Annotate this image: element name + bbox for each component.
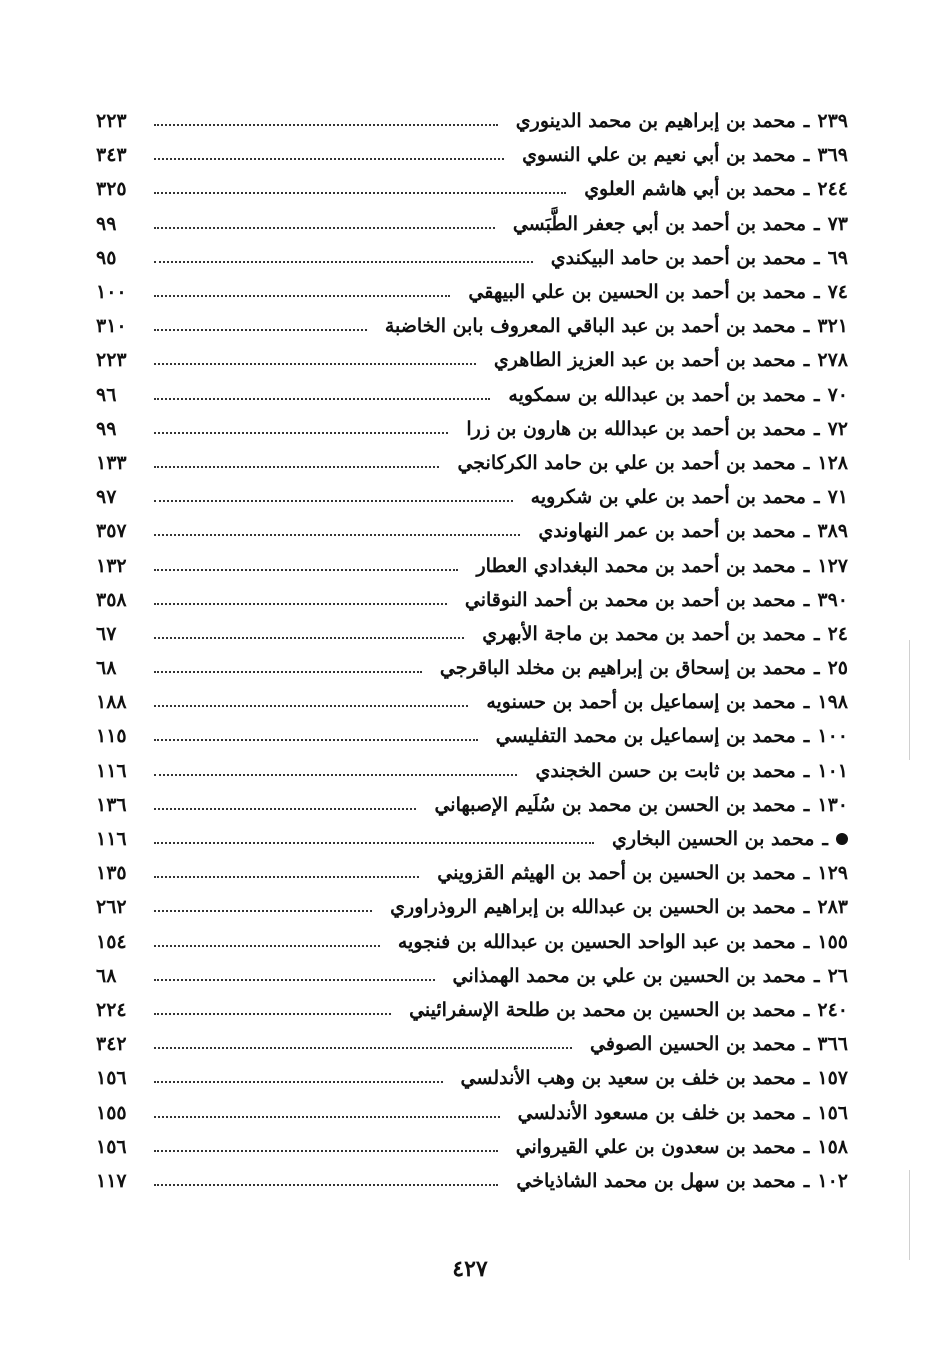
- entry-name: محمد بن الحسن بن محمد بن سُلَيم الإصبهاني: [434, 793, 796, 816]
- index-entry: [96, 719, 848, 753]
- dotted-leader: [154, 227, 495, 229]
- entry-name: محمد بن الحسين بن عبدالله بن إبراهيم الروذراوري: [390, 896, 796, 919]
- entry-number: ٣٢١: [817, 315, 848, 338]
- entry-number: ١٠١: [817, 759, 848, 782]
- entry-dash: ـ: [803, 1135, 810, 1158]
- entry-name: محمد بن أحمد بن محمد بن ماجة الأبهري: [482, 622, 806, 645]
- entry-number: ٧١: [827, 486, 848, 509]
- entry-dash: ـ: [803, 998, 810, 1021]
- entry-name: محمد بن الحسين بن علي بن محمد الهمذاني: [452, 964, 806, 987]
- entry-page-number: ١١٦: [96, 828, 127, 851]
- entry-number: ٣٦٩: [817, 144, 848, 167]
- entry-name: محمد بن أحمد بن أبي جعفر الطَّبَسي: [512, 212, 806, 235]
- entry-name: محمد بن الحسين الصوفي: [590, 1033, 796, 1056]
- dotted-leader: [154, 534, 520, 536]
- entry-page-number: ١١٦: [96, 759, 127, 782]
- entry-dash: ـ: [803, 520, 810, 543]
- entry-number: ١٥٦: [817, 1101, 848, 1124]
- index-entry: [96, 343, 848, 377]
- entry-page-number: ٩٩: [96, 417, 117, 440]
- entry-dash: ـ: [803, 315, 810, 338]
- entry-dash: ـ: [803, 759, 810, 782]
- entry-number: ١٠٢: [817, 1169, 848, 1192]
- entry-dash: ـ: [814, 657, 820, 680]
- entry-name: محمد بن الحسين البخاري: [612, 828, 815, 851]
- entry-dash: ـ: [814, 383, 820, 406]
- entry-page-number: ٩٧: [96, 486, 117, 509]
- index-entry: [96, 241, 848, 275]
- entry-number: ٢٧٨: [817, 349, 848, 372]
- entry-name: محمد بن خلف بن سعيد بن وهب الأندلسي: [460, 1067, 796, 1090]
- dotted-leader: [154, 500, 513, 502]
- entry-page-number: ٦٨: [96, 657, 117, 680]
- dotted-leader: [154, 329, 367, 331]
- dotted-leader: [154, 261, 533, 263]
- dotted-leader: [154, 363, 476, 365]
- entry-page-number: ٣٤٣: [96, 144, 127, 167]
- index-entry: [96, 309, 848, 343]
- entry-name: محمد بن الحسين بن محمد بن طلحة الإسفرائيني: [409, 998, 796, 1021]
- entry-dash: ـ: [803, 1101, 810, 1124]
- index-entry: [96, 446, 848, 480]
- entry-name: محمد بن خلف بن مسعود الأندلسي: [517, 1101, 796, 1124]
- index-entry: [96, 583, 848, 617]
- entry-name: محمد بن أحمد بن علي بن شكرويه: [530, 486, 806, 509]
- entry-page-number: ٢٢٣: [96, 110, 127, 133]
- entry-name: محمد بن أحمد بن محمد بن أحمد النوقاني: [464, 588, 796, 611]
- entry-number: ١٠٠: [817, 725, 848, 748]
- entry-dash: ـ: [814, 486, 820, 509]
- entry-page-number: ٣١٠: [96, 315, 127, 338]
- entry-number: ٢٤٤: [817, 178, 848, 201]
- entry-page-number: ٦٧: [96, 622, 117, 645]
- entry-name: محمد بن أحمد بن عبدالله بن سمكويه: [508, 383, 806, 406]
- dotted-leader: [154, 876, 419, 878]
- entry-dash: ـ: [803, 554, 810, 577]
- entry-number: ١٥٧: [817, 1067, 848, 1090]
- dotted-leader: [154, 124, 498, 126]
- entry-page-number: ٩٦: [96, 383, 117, 406]
- entry-page-number: ١٣٦: [96, 793, 127, 816]
- entry-number: ٦٩: [827, 246, 848, 269]
- entry-number: ٧٤: [827, 281, 848, 304]
- entry-page-number: ٣٥٨: [96, 588, 127, 611]
- entry-page-number: ١٣٢: [96, 554, 127, 577]
- entry-page-number: ٢٦٢: [96, 896, 127, 919]
- index-entry: [96, 788, 848, 822]
- entry-dash: ـ: [803, 793, 810, 816]
- index-entry: [96, 138, 848, 172]
- entry-name: محمد بن أحمد بن حامد البيكندي: [550, 246, 806, 269]
- entry-dash: ـ: [814, 281, 820, 304]
- entry-dash: ـ: [803, 930, 810, 953]
- entry-page-number: ٢٢٤: [96, 998, 127, 1021]
- dotted-leader: [154, 808, 416, 810]
- entry-page-number: ١٥٥: [96, 1101, 127, 1124]
- dotted-leader: [154, 1013, 391, 1015]
- entry-dash: ـ: [814, 212, 820, 235]
- entry-name: محمد بن أبي هاشم العلوي: [584, 178, 796, 201]
- entry-dash: ـ: [814, 964, 820, 987]
- entry-number: ١٥٨: [817, 1135, 848, 1158]
- entry-dash: ـ: [803, 725, 810, 748]
- index-entry: [96, 1061, 848, 1095]
- entry-dash: ـ: [803, 349, 810, 372]
- index-entry: [96, 480, 848, 514]
- dotted-leader: [154, 671, 422, 673]
- index-entry: [96, 104, 848, 138]
- entry-number: ٢٥: [827, 657, 848, 680]
- entry-number: ٢٤: [827, 622, 848, 645]
- entry-name: محمد بن أحمد بن محمد البغدادي العطار: [476, 554, 796, 577]
- entry-number: ٢٣٩: [817, 110, 848, 133]
- dotted-leader: [154, 432, 448, 434]
- entry-page-number: ٢٢٣: [96, 349, 127, 372]
- dotted-leader: [154, 398, 490, 400]
- entry-number: ٣٦٦: [817, 1033, 848, 1056]
- entry-page-number: ١٥٦: [96, 1067, 127, 1090]
- entry-number: ٢٤٠: [817, 998, 848, 1021]
- entry-dash: ـ: [814, 417, 820, 440]
- index-entry: [96, 1164, 848, 1198]
- scan-edge-mark: [909, 1170, 910, 1260]
- entry-dash: ـ: [822, 828, 828, 851]
- dotted-leader: [154, 774, 517, 776]
- entry-page-number: ١٠٠: [96, 281, 127, 304]
- entry-number: ٢٦: [827, 964, 848, 987]
- dotted-leader: [154, 192, 566, 194]
- dotted-leader: [154, 569, 458, 571]
- entry-name: محمد بن ثابت بن حسن الخجندي: [535, 759, 796, 782]
- entry-number: ١٩٨: [817, 691, 848, 714]
- entry-page-number: ١١٥: [96, 725, 127, 748]
- index-entry: [96, 548, 848, 582]
- entry-number: ٧٢: [827, 417, 848, 440]
- index-entry: [96, 617, 848, 651]
- entry-dash: ـ: [803, 862, 810, 885]
- index-entry: [96, 959, 848, 993]
- index-entry: [96, 1130, 848, 1164]
- entry-dash: ـ: [803, 178, 810, 201]
- entry-name: محمد بن عبد الواحد الحسين بن عبدالله بن فنجويه: [397, 930, 796, 953]
- index-entry: [96, 172, 848, 206]
- entry-page-number: ٣٤٢: [96, 1033, 127, 1056]
- index-entry: [96, 1095, 848, 1129]
- index-entry: [96, 856, 848, 890]
- entry-name: محمد بن إسحاق بن إبراهيم بن مخلد الباقرجي: [439, 657, 806, 680]
- entry-number: ٧٣: [827, 212, 848, 235]
- dotted-leader: [154, 1081, 443, 1083]
- entry-name: محمد بن سعدون بن علي القيرواني: [515, 1135, 796, 1158]
- entry-page-number: ١٣٣: [96, 451, 127, 474]
- dotted-leader: [154, 1047, 572, 1049]
- scan-edge-mark: [909, 640, 910, 760]
- entry-name: محمد بن أحمد بن علي بن حامد الكركانجي: [457, 451, 796, 474]
- dotted-leader: [154, 603, 447, 605]
- dotted-leader: [154, 295, 450, 297]
- entry-number: ١٢٧: [817, 554, 848, 577]
- index-entry: [96, 754, 848, 788]
- index-entry: [96, 651, 848, 685]
- entry-page-number: ١١٧: [96, 1169, 127, 1192]
- dotted-leader: [154, 158, 504, 160]
- entry-number: ٢٨٣: [817, 896, 848, 919]
- entry-name: محمد بن أحمد بن الحسين بن علي البيهقي: [468, 281, 806, 304]
- entry-page-number: ٩٩: [96, 212, 117, 235]
- entry-name: محمد بن أحمد بن عبد الباقي المعروف بابن الخاضبة: [384, 315, 796, 338]
- dotted-leader: [154, 910, 372, 912]
- entry-page-number: ١٨٨: [96, 691, 127, 714]
- entry-dash: ـ: [803, 1067, 810, 1090]
- dotted-leader: [154, 945, 380, 947]
- entry-name: محمد بن أبي نعيم بن علي النسوي: [522, 144, 796, 167]
- entry-name: محمد بن سهل بن محمد الشاذياخي: [516, 1169, 796, 1192]
- entry-number: ١٢٩: [817, 862, 848, 885]
- entry-dash: ـ: [814, 622, 820, 645]
- entry-page-number: ٩٥: [96, 246, 117, 269]
- dotted-leader: [154, 842, 594, 844]
- entry-number: ٧٠: [827, 383, 848, 406]
- page-number: ٤٢٧: [452, 1256, 488, 1282]
- entry-page-number: ٣٥٧: [96, 520, 127, 543]
- dotted-leader: [154, 466, 439, 468]
- entry-number: ٣٨٩: [817, 520, 848, 543]
- entry-number: ١٣٠: [817, 793, 848, 816]
- index-entry: [96, 378, 848, 412]
- index-list: [96, 104, 848, 1198]
- index-entry: [96, 925, 848, 959]
- dotted-leader: [154, 1116, 500, 1118]
- entry-dash: ـ: [803, 110, 810, 133]
- entry-name: محمد بن إبراهيم بن محمد الدينوري: [515, 110, 796, 133]
- entry-number: ١٢٨: [817, 451, 848, 474]
- entry-page-number: ١٥٦: [96, 1135, 127, 1158]
- index-entry: [96, 890, 848, 924]
- index-entry: [96, 822, 848, 856]
- entry-page-number: ٣٢٥: [96, 178, 127, 201]
- dotted-leader: [154, 705, 468, 707]
- dotted-leader: [154, 1184, 498, 1186]
- entry-dash: ـ: [803, 691, 810, 714]
- entry-name: محمد بن إسماعيل بن أحمد بن حسنويه: [486, 691, 796, 714]
- entry-dash: ـ: [803, 896, 810, 919]
- dotted-leader: [154, 1150, 498, 1152]
- entry-page-number: ٦٨: [96, 964, 117, 987]
- entry-name: محمد بن الحسين بن أحمد بن الهيثم القزويني: [437, 862, 796, 885]
- dotted-leader: [154, 739, 478, 741]
- dotted-leader: [154, 979, 435, 981]
- index-entry: [96, 412, 848, 446]
- entry-number: ١٥٥: [817, 930, 848, 953]
- entry-page-number: ١٥٤: [96, 930, 127, 953]
- entry-name: محمد بن أحمد بن عبد العزيز الطاهري: [493, 349, 796, 372]
- index-entry: [96, 993, 848, 1027]
- entry-number: ٣٩٠: [817, 588, 848, 611]
- entry-dash: ـ: [814, 246, 820, 269]
- entry-name: محمد بن أحمد بن عبدالله بن هارون بن زرا: [466, 417, 806, 440]
- index-entry: [96, 275, 848, 309]
- entry-dash: ـ: [803, 451, 810, 474]
- entry-dash: ـ: [803, 1033, 810, 1056]
- index-entry: [96, 514, 848, 548]
- index-entry: [96, 207, 848, 241]
- dotted-leader: [154, 637, 464, 639]
- bullet-icon: [836, 833, 848, 845]
- entry-dash: ـ: [803, 144, 810, 167]
- index-entry: [96, 685, 848, 719]
- entry-page-number: ١٣٥: [96, 862, 127, 885]
- index-entry: [96, 1027, 848, 1061]
- entry-name: محمد بن إسماعيل بن محمد التفليسي: [495, 725, 796, 748]
- entry-dash: ـ: [803, 1169, 810, 1192]
- entry-dash: ـ: [803, 588, 810, 611]
- entry-name: محمد بن أحمد بن عمر النهاوندي: [538, 520, 796, 543]
